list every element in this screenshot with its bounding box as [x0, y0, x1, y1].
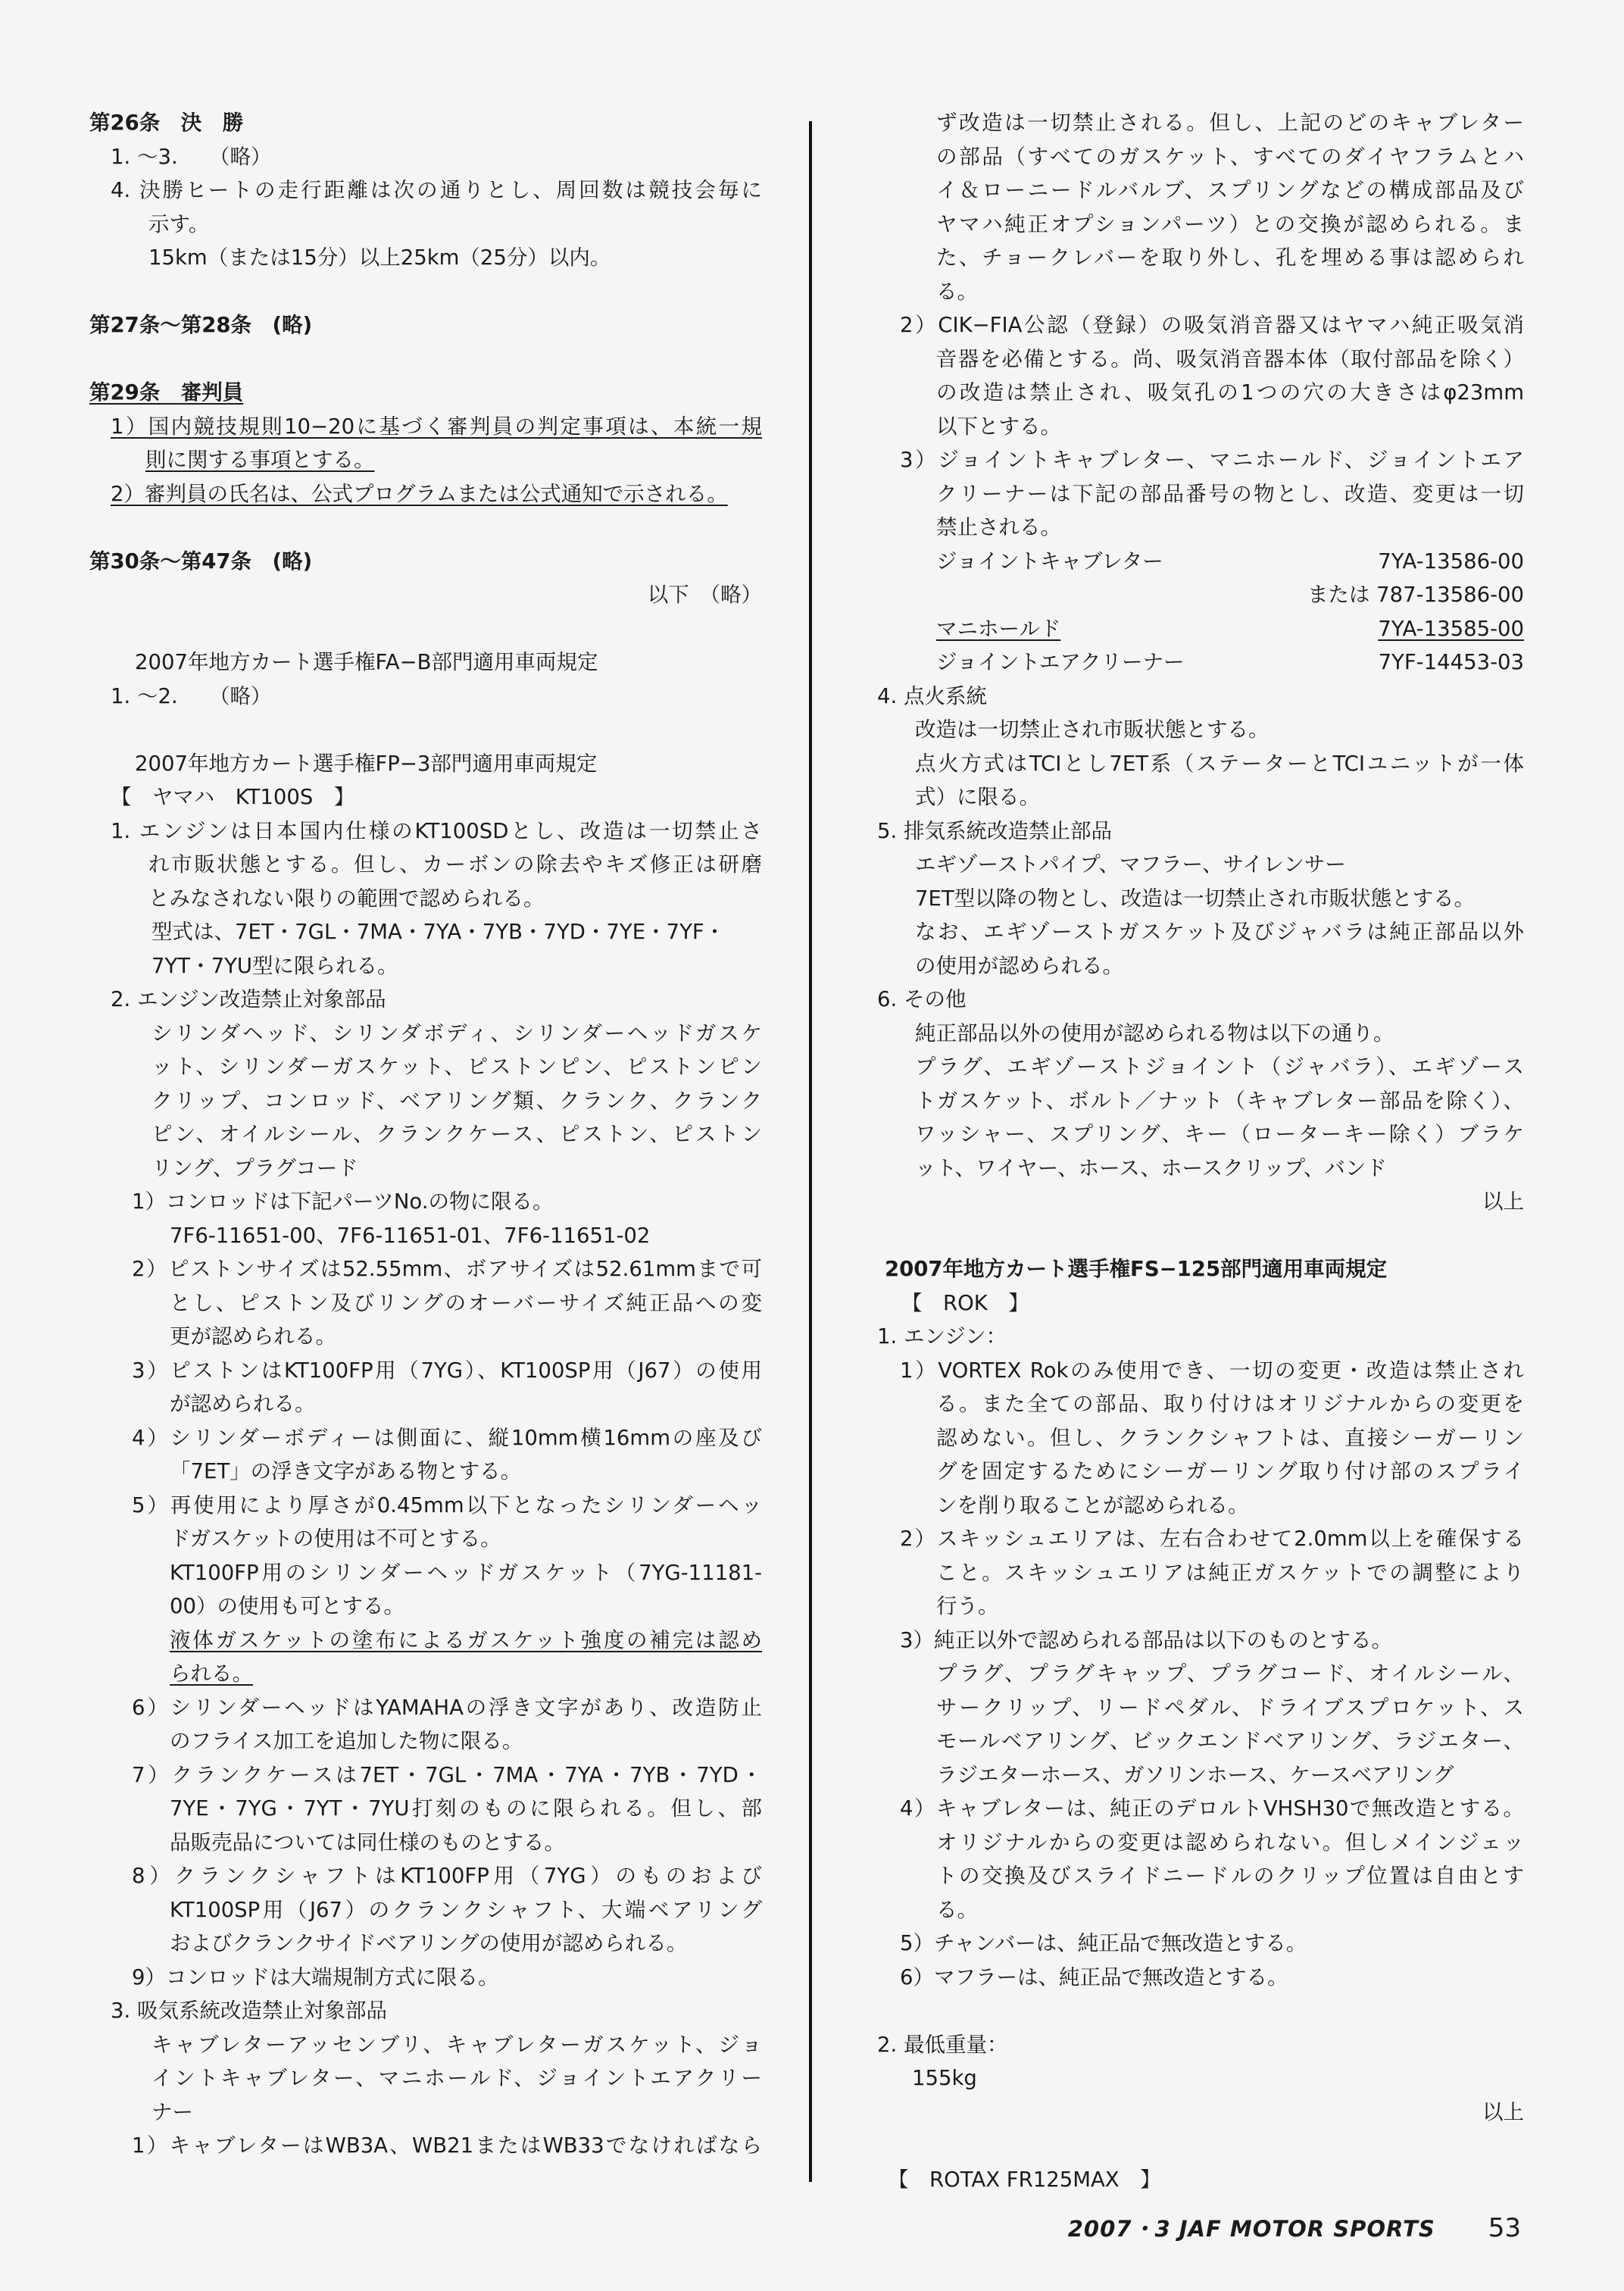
- text-line: 15km（または15分）以上25km（25分）以内。: [148, 245, 611, 270]
- blank-line: [89, 713, 762, 747]
- part-number-row: [847, 545, 1524, 579]
- text-line: 以上: [1482, 1189, 1524, 1214]
- text-line: 液体ガスケットの塗布によるガスケット強度の補完は認め: [170, 1627, 762, 1652]
- part-number: 7YA-13585-00: [1378, 616, 1524, 641]
- blank-line: [847, 1994, 1524, 2028]
- text-line: KT100SP用（J67）のクランクシャフト、大端ベアリング: [170, 1897, 762, 1922]
- text-line: 2. 最低重量：: [877, 2032, 1008, 2057]
- text-line: クリップ、コンロッド、ベアリング類、クランク、クランク: [151, 1088, 762, 1113]
- text-line: とみなされない限りの範囲で認められる。: [148, 886, 545, 911]
- text-line: 音器を必備とする。尚、吸気消音器本体（取付部品を除く）: [936, 346, 1524, 371]
- section-heading: 2007年地方カート選手権FS−125部門適用車両規定: [885, 1257, 1388, 1281]
- text-line: 【 ヤマハ KT100S 】: [111, 785, 355, 809]
- text-line: 1）キャブレターはWB3A、WB21またはWB33でなければなら: [132, 2133, 762, 2158]
- text-line: 1）VORTEX Rokのみ使用でき、一切の変更・改造は禁止され: [900, 1358, 1524, 1383]
- text-line: 4）シリンダーボディーは側面に、縦10mm横16mmの座及び: [132, 1425, 762, 1450]
- text-line: 1. 〜2. （略）: [111, 683, 272, 708]
- text-line: 行う。: [936, 1594, 999, 1618]
- text-line: ット、ワイヤー、ホース、ホースクリップ、バンド: [915, 1155, 1387, 1180]
- text-line: 6）シリンダーヘッドはYAMAHAの浮き文字があり、改造防止: [132, 1695, 762, 1720]
- part-name: ジョイントキャブレター: [936, 549, 1163, 574]
- text-line: ット、シリンダーガスケット、ピストンピン、ピストンピン: [151, 1055, 762, 1079]
- text-line: プラグ、プラグキャップ、プラグコード、オイルシール、: [936, 1661, 1524, 1686]
- text-line: モールベアリング、ビックエンドベアリング、ラジエター、: [936, 1729, 1524, 1753]
- text-line: 3）純正以外で認められる部品は以下のものとする。: [900, 1627, 1392, 1652]
- magazine-title: 2007・3 JAF MOTOR SPORTS: [1067, 2216, 1435, 2242]
- text-line: のフライス加工を追加した物に限る。: [170, 1729, 523, 1753]
- text-line: 7ET型以降の物とし、改造は一切禁止され市販状態とする。: [915, 886, 1476, 911]
- text-line: ラジエターホース、ガソリンホース、ケースベアリング: [936, 1762, 1454, 1787]
- text-line: 6）マフラーは、純正品で無改造とする。: [900, 1964, 1288, 1989]
- text-line: ず改造は一切禁止される。但し、上記のどのキャブレター: [936, 111, 1524, 135]
- text-line: 7F6-11651-00、7F6-11651-01、7F6-11651-02: [170, 1223, 651, 1248]
- text-line: が認められる。: [170, 1392, 316, 1416]
- text-line: 以上: [1482, 2099, 1524, 2124]
- blank-line: [89, 275, 762, 309]
- text-line: 型式は、7ET・7GL・7MA・7YA・7YB・7YD・7YE・7YF・: [151, 920, 726, 944]
- text-line: ナー: [151, 2099, 193, 2124]
- text-line: 9）コンロッドは大端規制方式に限る。: [132, 1964, 499, 1989]
- blank-line: [847, 1219, 1524, 1253]
- text-line: およびクランクサイドベアリングの使用が認められる。: [170, 1931, 688, 1955]
- text-line: キャブレターアッセンブリ、キャブレターガスケット、ジョ: [151, 2032, 762, 2057]
- text-line: クリーナーは下記の部品番号の物とし、改造、変更は一切: [936, 481, 1524, 506]
- text-line: 以下とする。: [936, 414, 1061, 439]
- text-line: の改造は禁止され、吸気孔の1つの穴の大きさはφ23mm: [936, 380, 1524, 405]
- text-line: 1. エンジンは日本国内仕様のKT100SDとし、改造は一切禁止さ: [111, 818, 762, 843]
- text-line: 1）国内競技規則10−20に基づく審判員の判定事項は、本統一規: [111, 414, 762, 439]
- text-line: れ市販状態とする。但し、カーボンの除去やキズ修正は研磨: [148, 852, 762, 877]
- text-line: トガスケット、ボルト／ナット（キャブレター部品を除く）、: [915, 1088, 1524, 1113]
- text-line: 2）審判員の氏名は、公式プログラムまたは公式通知で示される。: [111, 481, 728, 506]
- text-line: る。: [936, 279, 978, 304]
- text-line: イ＆ローニードルバルブ、スプリングなどの構成部品及び: [936, 178, 1524, 202]
- text-line: イントキャブレター、マニホールド、ジョイントエアクリー: [151, 2066, 762, 2090]
- text-line: 示す。: [148, 211, 210, 236]
- text-line: 7YE・7YG・7YT・7YU打刻のものに限られる。但し、部: [170, 1796, 762, 1821]
- page-footer: [1068, 2212, 1521, 2243]
- part-number: 7YA-13586-00: [1378, 549, 1524, 574]
- text-line: プラグ、エギゾーストジョイント（ジャバラ）、エギゾース: [915, 1055, 1524, 1079]
- text-line: ワッシャー、スプリング、キー（ローターキー除く）ブラケ: [915, 1122, 1524, 1146]
- text-line: 4）キャブレターは、純正のデロルトVHSH30で無改造とする。: [900, 1796, 1524, 1821]
- text-line: 1. エンジン：: [877, 1324, 1007, 1349]
- text-line: 2007年地方カート選手権FP−3部門適用車両規定: [135, 751, 598, 776]
- text-line: オリジナルからの変更は認められない。但しメインジェッ: [936, 1830, 1524, 1855]
- blank-line: [847, 2129, 1524, 2163]
- section-heading: 第27条〜第28条 (略): [89, 313, 313, 337]
- section-heading: 第29条 審判員: [89, 380, 244, 405]
- section-heading: 第30条〜第47条 (略): [89, 549, 313, 574]
- text-line: トの交換及びスライドニードルのクリップ位置は自由とす: [936, 1864, 1524, 1888]
- blank-line: [89, 511, 762, 545]
- text-line: エギゾーストパイプ、マフラー、サイレンサー: [915, 852, 1346, 877]
- text-line: 以下 （略）: [647, 583, 762, 607]
- part-number: 7YF-14453-03: [1378, 650, 1524, 674]
- text-line: る。: [936, 1897, 978, 1922]
- text-line: 1）コンロッドは下記パーツNo.の物に限る。: [132, 1189, 554, 1214]
- text-line: の使用が認められる。: [915, 953, 1123, 978]
- part-name: マニホールド: [936, 616, 1061, 641]
- text-line: 2007年地方カート選手権FA−B部門適用車両規定: [135, 650, 598, 674]
- text-line: 2）スキッシュエリアは、左右合わせて2.0mm以上を確保する: [900, 1527, 1524, 1551]
- text-line: 品販売品については同仕様のものとする。: [170, 1830, 565, 1855]
- text-line: 純正部品以外の使用が認められる物は以下の通り。: [915, 1020, 1394, 1045]
- text-line: または 787-13586-00: [1307, 583, 1524, 607]
- text-line: サークリップ、リードペダル、ドライブスプロケット、ス: [936, 1695, 1524, 1720]
- page-number: 53: [1488, 2213, 1521, 2243]
- text-line: 4. 点火系統: [877, 683, 987, 708]
- text-line: ンを削り取ることが認められる。: [936, 1492, 1249, 1517]
- left-column: [89, 106, 762, 2163]
- text-line: ヤマハ純正オプションパーツ）との交換が認められる。ま: [936, 211, 1524, 236]
- text-line: 155kg: [912, 2066, 977, 2090]
- text-line: 4. 決勝ヒートの走行距離は次の通りとし、周回数は競技会毎に: [111, 178, 762, 202]
- text-line: 5. 排気系統改造禁止部品: [877, 818, 1112, 843]
- text-line: ピン、オイルシール、クランクケース、ピストン、ピストン: [151, 1122, 762, 1146]
- text-line: 改造は一切禁止され市販状態とする。: [915, 717, 1270, 742]
- text-line: 6. その他: [877, 987, 967, 1011]
- text-line: シリンダヘッド、シリンダボディ、シリンダーヘッドガスケ: [151, 1020, 762, 1045]
- text-line: る。また全ての部品、取り付けはオリジナルからの変更を: [936, 1392, 1524, 1416]
- blank-line: [89, 342, 762, 377]
- text-line: 2）ピストンサイズは52.55mm、ボアサイズは52.61mmまで可: [132, 1257, 762, 1281]
- text-line: 3）ピストンはKT100FP用（7YG）、KT100SP用（J67）の使用: [132, 1358, 762, 1383]
- text-line: グを固定するためにシーガーリング取り付け部のスプライ: [936, 1459, 1524, 1483]
- text-line: 2. エンジン改造禁止対象部品: [111, 987, 386, 1011]
- text-line: 禁止される。: [936, 515, 1061, 539]
- text-line: られる。: [170, 1661, 253, 1686]
- text-line: た、チョークレバーを取り外し、孔を埋める事は認められ: [936, 245, 1524, 270]
- text-line: 則に関する事項とする。: [145, 448, 375, 472]
- part-number-row: [847, 612, 1524, 646]
- part-number-row: [847, 645, 1524, 680]
- text-line: 3）ジョイントキャブレター、マニホールド、ジョイントエア: [900, 448, 1524, 472]
- text-line: 更が認められる。: [170, 1324, 336, 1349]
- text-line: 7YT・7YU型に限られる。: [151, 953, 398, 978]
- text-line: 00）の使用も可とする。: [170, 1594, 404, 1618]
- text-line: 「7ET」の浮き文字がある物とする。: [170, 1459, 522, 1483]
- text-line: リング、プラグコード: [151, 1155, 358, 1180]
- text-line: 8）クランクシャフトはKT100FP用（7YG）のものおよび: [132, 1864, 762, 1888]
- text-line: なお、エギゾーストガスケット及びジャバラは純正部品以外: [915, 920, 1524, 944]
- text-line: 点火方式はTCIとし7ET系（ステーターとTCIユニットが一体: [915, 751, 1524, 776]
- text-line: 5）チャンバーは、純正品で無改造とする。: [900, 1931, 1307, 1955]
- text-line: とし、ピストン及びリングのオーバーサイズ純正品への変: [170, 1290, 762, 1315]
- text-line: 5）再使用により厚さが0.45mm以下となったシリンダーヘッ: [132, 1492, 762, 1517]
- text-line: の部品（すべてのガスケット、すべてのダイヤフラムとハ: [936, 144, 1524, 169]
- right-column: [847, 106, 1524, 2196]
- part-name: ジョイントエアクリーナー: [936, 650, 1185, 674]
- text-line: 2）CIK−FIA公認（登録）の吸気消音器又はヤマハ純正吸気消: [900, 313, 1524, 337]
- text-line: 7）クランクケースは7ET・7GL・7MA・7YA・7YB・7YD・: [132, 1762, 762, 1787]
- text-line: 3. 吸気系統改造禁止対象部品: [111, 1999, 387, 2023]
- blank-line: [89, 612, 762, 646]
- column-divider: [809, 121, 812, 2182]
- text-line: ドガスケットの使用は不可とする。: [170, 1527, 501, 1551]
- text-line: 認めない。但し、クランクシャフトは、直接シーガーリン: [936, 1425, 1524, 1450]
- text-line: 【 ROK 】: [901, 1290, 1029, 1315]
- text-line: 【 ROTAX FR125MAX 】: [888, 2167, 1161, 2192]
- text-line: こと。スキッシュエリアは純正ガスケットでの調整により: [936, 1560, 1524, 1585]
- text-line: 1. 〜3. （略）: [111, 144, 272, 169]
- text-line: KT100FP用のシリンダーヘッドガスケット（7YG-11181-: [170, 1560, 762, 1585]
- text-line: 式）に限る。: [915, 785, 1040, 809]
- section-heading: 第26条 決 勝: [89, 111, 244, 135]
